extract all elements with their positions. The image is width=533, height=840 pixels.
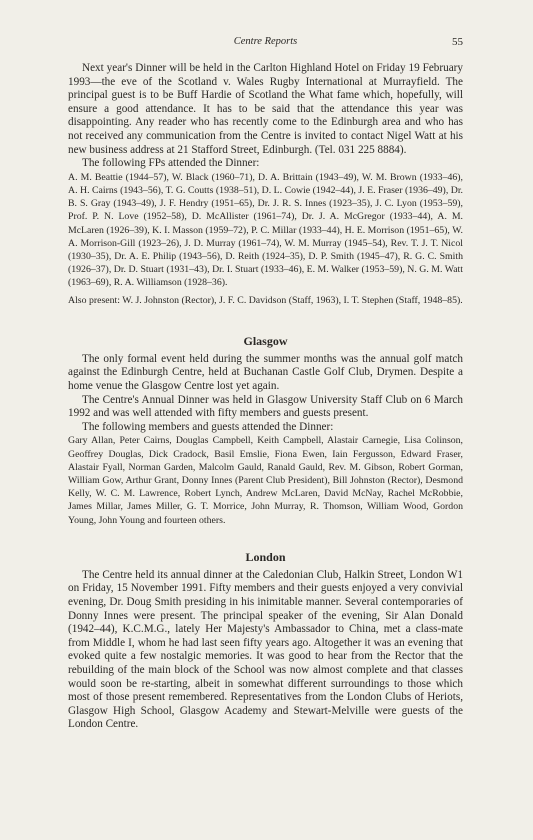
edinburgh-paragraph-dinner: Next year's Dinner will be held in the Carlton Highland Hotel on Friday 19 February 1993—the eve of the Scotland v. Wales Rugby International at Murrayfield. The principal guest is to be Buff Hardie of Scotland the What fame which, hopefully, will ensure a good attendance. It has to be said that the attendance this year was disappointing. Any reader who has recently come to the Edinburgh area and who has not received any communication from the Centre is invited to contact Nigel Watt at his new business address at 21 Stafford Street, Edinburgh. (Tel. 031 225 8884).: [68, 62, 463, 156]
running-head: [68, 36, 463, 52]
running-title: Centre Reports: [233, 36, 298, 47]
glasgow-attendee-list: Gary Allan, Peter Cairns, Douglas Campbell, Keith Campbell, Alastair Carnegie, Lisa Colinson, Geoffrey Douglas, Dick Cradock, Basil Emslie, Fiona Ewen, Iain Fergusson, Edward Fraser, Alastair Fyall, Norman Garden, Malcolm Gauld, Ranald Gauld, Rev. M. Gibson, Robert Gorman, William Gow, Arthur Grant, Donny Innes (Parent Club President), Bill Johnston (Rector), Desmond Kelly, W. C. M. Lawrence, Robert Lynch, Andrew McLaren, David McNay, Rachel McRobbie, James Millar, James Miller, G. T. Morrice, John Murray, R. Thomson, William Wood, Gordon Young, John Young and fourteen others.: [68, 435, 463, 526]
edinburgh-attendees-intro: The following FPs attended the Dinner:: [82, 157, 260, 170]
edinburgh-attendee-list: A. M. Beattie (1944–57), W. Black (1960–71), D. A. Brittain (1943–49), W. M. Brown (1933–46), A. H. Cairns (1943–56), T. G. Coutts (1938–51), D. L. Cowie (1942–44), J. E. Fraser (1936–49), Dr. B. S. Gray (1943–49), J. F. Hendry (1951–65), Dr. J. R. S. Innes (1923–35), J. C. Lyon (1953–59), Prof. P. N. Love (1952–58), D. McAllister (1961–74), Dr. J. A. McGregor (1933–44), A. M. McLaren (1926–39), K. I. Masson (1959–72), P. C. Millar (1933–44), H. E. Morrison (1951–65), W. A. Morrison-Gill (1923–26), J. D. Murray (1961–74), W. M. Murray (1945–54), Rev. T. J. T. Nicol (1930–35), Dr. A. E. Philip (1943–56), D. Reith (1924–35), D. P. Smith (1945–47), R. G. C. Smith (1926–37), Dr. D. Stuart (1931–43), Dr. I. Stuart (1933–46), E. M. Walker (1953–59), N. G. M. Watt (1963–69), R. A. Williamson (1928–36).: [68, 171, 463, 289]
glasgow-paragraph-dinner: The Centre's Annual Dinner was held in Glasgow University Staff Club on 6 March 1992 and was well attended with fifty members and guests present.: [68, 393, 463, 420]
edinburgh-also-present: Also present: W. J. Johnston (Rector), J. F. C. Davidson (Staff, 1963), I. T. Stephen (Staff, 1948–85).: [68, 294, 463, 306]
glasgow-section: [68, 333, 463, 527]
glasgow-paragraph-golf: The only formal event held during the summer months was the annual golf match against the Edinburgh Centre, held at Buchanan Castle Golf Club, Drymen. Despite a home venue the Glasgow Centre lost yet again.: [68, 352, 463, 392]
london-heading: London: [245, 549, 286, 564]
glasgow-heading: Glasgow: [243, 333, 288, 348]
page-number: 55: [452, 36, 463, 48]
edinburgh-section: [68, 62, 463, 307]
london-section: [68, 549, 463, 732]
glasgow-attendees-intro: The following members and guests attended the Dinner:: [82, 420, 334, 433]
london-paragraph-dinner: The Centre held its annual dinner at the Caledonian Club, Halkin Street, London W1 on Friday, 15 November 1991. Fifty members and their guests enjoyed a very convivial evening, Dr. Doug Smith presiding in his inimitable manner. Several contemporaries of Donny Innes were present. The principal speaker of the evening, Sir Alan Donald (1942–44), K.C.M.G., lately Her Majesty's Ambassador to China, met a class-mate from Middle I, whom he had last seen fifty years ago. Altogether it was an evening that evoked quite a few nostalgic memories. It was good to hear from the Rector that the rebuilding of the main block of the School was now almost complete and that classes would soon be re-starting, albeit in somewhat different surroundings to those which most of those present remembered. Representatives from the London Clubs of Heriots, Glasgow High School, Glasgow Academy and Stewart-Melville were guests of the London Centre.: [68, 568, 463, 731]
page-content: [68, 62, 463, 732]
